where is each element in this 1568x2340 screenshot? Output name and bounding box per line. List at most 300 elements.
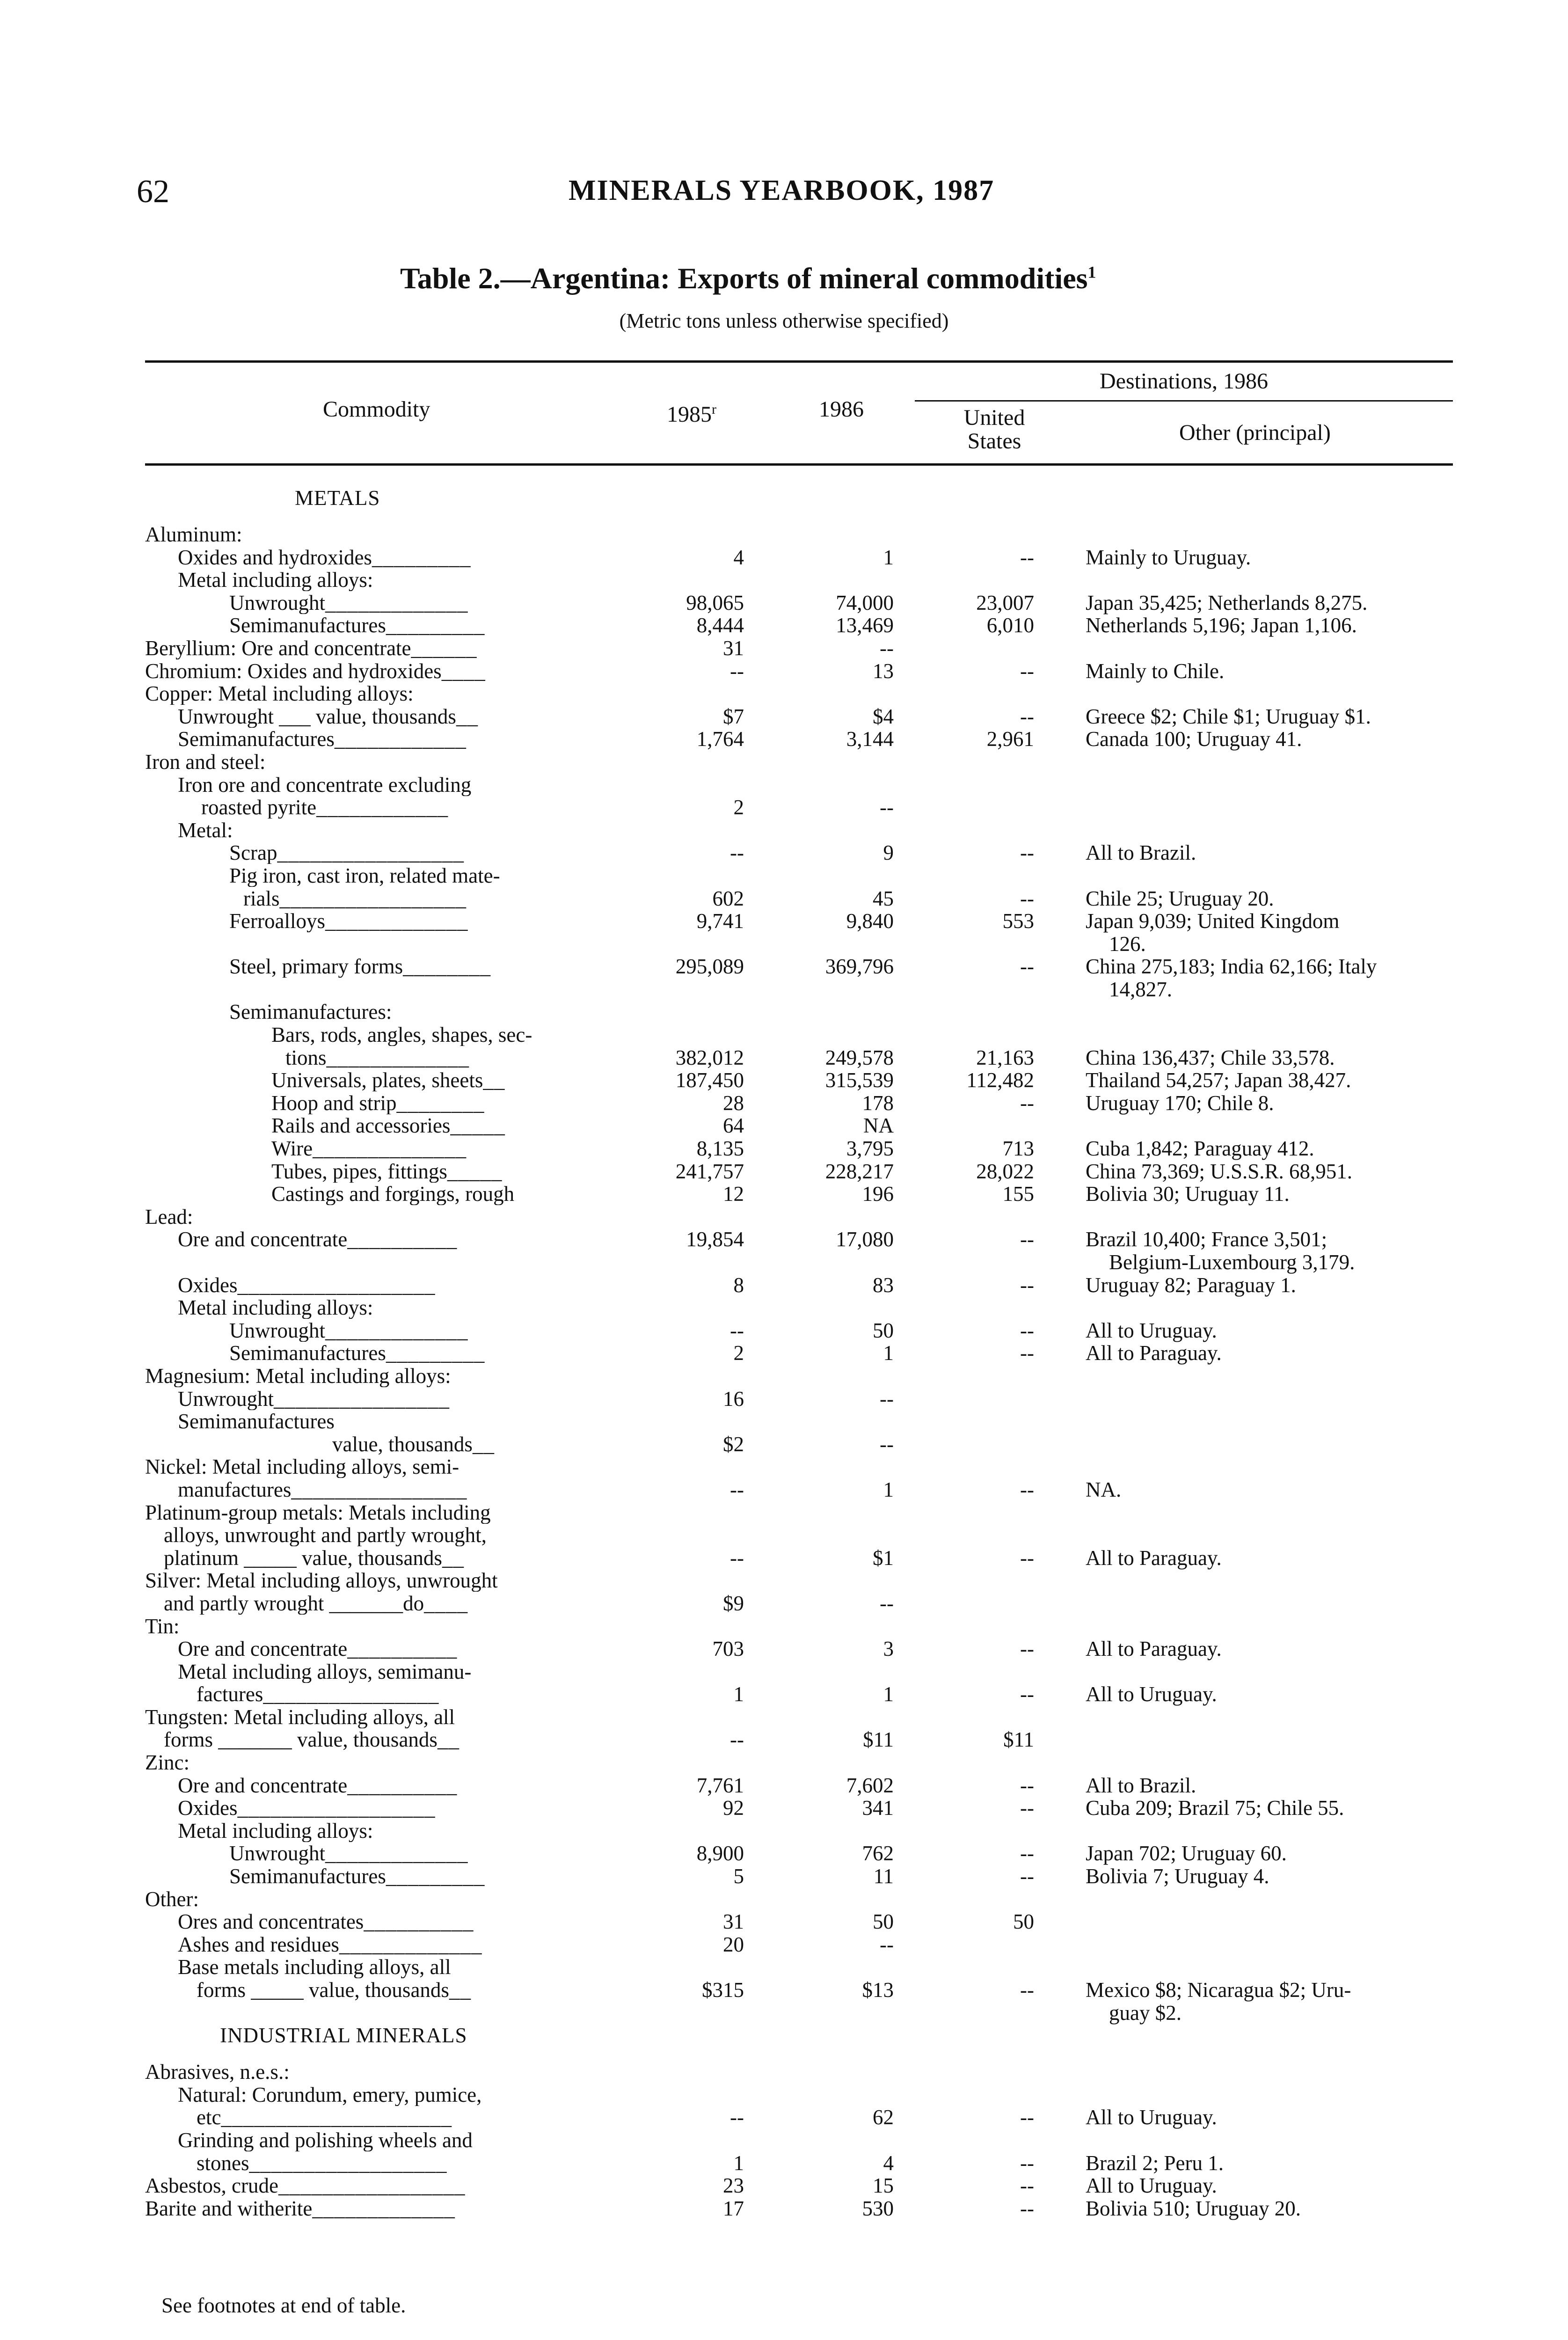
value-other-destinations: All to Brazil. — [1086, 841, 1196, 865]
commodity-label — [145, 2084, 481, 2106]
value-1985: 19,854 — [686, 1228, 744, 1251]
commodity-label — [145, 2197, 455, 2220]
leader-dots: _________ — [386, 614, 485, 637]
commodity-label — [145, 1206, 193, 1228]
value-other-destinations: Belgium-Luxembourg 3,179. — [1109, 1250, 1355, 1274]
commodity-label-text: Pig iron, cast iron, related mate- — [229, 864, 500, 887]
value-other-destinations: Cuba 1,842; Paraguay 412. — [1086, 1137, 1314, 1161]
value-1986: -- — [880, 636, 894, 660]
commodity-label — [145, 774, 471, 796]
table-row — [0, 1183, 1568, 1206]
value-united-states: -- — [1020, 955, 1034, 979]
commodity-label — [145, 1569, 498, 1592]
value-1985: 1 — [733, 1682, 744, 1706]
value-1986: -- — [880, 796, 894, 819]
commodity-label — [145, 1046, 469, 1069]
value-1986: $4 — [873, 704, 894, 728]
value-other-destinations: Bolivia 510; Uruguay 20. — [1086, 2196, 1301, 2220]
commodity-label-text: Platinum-group metals: Metals including — [145, 1501, 491, 1524]
value-1985: 8,444 — [696, 614, 744, 637]
table-row — [0, 2106, 1568, 2129]
section-heading-row — [0, 2024, 1568, 2061]
value-1985: -- — [730, 1318, 744, 1342]
leader-dots: __________ — [347, 1638, 458, 1660]
value-united-states: -- — [1020, 545, 1034, 569]
table-row — [0, 1979, 1568, 2002]
table-row — [0, 1888, 1568, 1911]
table-row — [0, 2152, 1568, 2175]
table-row — [0, 1388, 1568, 1411]
value-1986: 11 — [873, 1865, 894, 1888]
table-row — [0, 682, 1568, 705]
value-1986: 1 — [883, 1682, 894, 1706]
col-header-1985 — [667, 398, 716, 426]
value-united-states: -- — [1020, 1637, 1034, 1661]
commodity-label-text: Asbestos, crude — [145, 2174, 278, 2197]
value-united-states: $11 — [1003, 1728, 1034, 1752]
commodity-label — [145, 569, 373, 591]
table-row — [0, 1478, 1568, 1501]
table-row — [0, 1433, 1568, 1456]
value-united-states: 155 — [1002, 1182, 1034, 1206]
table-row — [0, 1683, 1568, 1706]
table-row — [0, 774, 1568, 797]
commodity-label-text: Ore and concentrate — [178, 1774, 348, 1797]
value-united-states: -- — [1020, 1842, 1034, 1865]
leader-dots: __ — [449, 1979, 471, 2001]
table-row — [0, 887, 1568, 910]
value-1986: -- — [880, 1432, 894, 1456]
commodity-label — [145, 1228, 457, 1250]
commodity-label-text: Iron ore and concentrate excluding — [178, 773, 472, 796]
section-heading — [145, 2024, 467, 2047]
value-united-states: -- — [1020, 1865, 1034, 1888]
value-other-destinations: Japan 35,425; Netherlands 8,275. — [1086, 591, 1368, 614]
value-1986: $1 — [873, 1546, 894, 1570]
value-united-states: -- — [1020, 1546, 1034, 1570]
table-row — [0, 1296, 1568, 1319]
value-1986: 1 — [883, 1477, 894, 1501]
commodity-label-text: Oxides — [178, 1797, 238, 1820]
commodity-label — [145, 1114, 505, 1137]
table-row — [0, 1228, 1568, 1251]
leader-dots: _________________ — [279, 887, 467, 910]
table-row — [0, 1910, 1568, 1933]
commodity-label-text: Iron and steel: — [145, 750, 266, 773]
value-1985: -- — [730, 1546, 744, 1570]
commodity-label-text: Tin: — [145, 1615, 180, 1638]
value-other-destinations: All to Uruguay. — [1086, 1682, 1217, 1706]
value-1986: NA — [863, 1114, 894, 1138]
table-row — [0, 1046, 1568, 1069]
commodity-label-text: METALS — [295, 487, 380, 509]
value-united-states: -- — [1020, 659, 1034, 683]
value-1985: $2 — [723, 1432, 744, 1456]
table-row — [0, 660, 1568, 683]
commodity-label-text: Rails and accessories — [271, 1114, 451, 1137]
value-1985: 98,065 — [686, 591, 744, 614]
value-1985: $7 — [723, 704, 744, 728]
table-row — [0, 705, 1568, 728]
value-other-destinations: Thailand 54,257; Japan 38,427. — [1086, 1068, 1351, 1092]
value-1985: -- — [730, 1477, 744, 1501]
table-row — [0, 1797, 1568, 1820]
commodity-label — [145, 2106, 452, 2128]
commodity-label — [145, 1547, 464, 1569]
commodity-label — [145, 546, 471, 569]
value-1985: 703 — [712, 1637, 744, 1661]
commodity-label-text: Scrap — [229, 841, 277, 864]
table-row — [0, 1501, 1568, 1524]
value-1985: 9,741 — [696, 909, 744, 933]
commodity-label — [145, 705, 478, 728]
value-other-destinations: Netherlands 5,196; Japan 1,106. — [1086, 614, 1357, 637]
commodity-label — [145, 2152, 447, 2174]
value-1985: 602 — [712, 886, 744, 910]
col-header-1986: 1986 — [819, 397, 864, 422]
table-row — [0, 955, 1568, 978]
table-row — [0, 1092, 1568, 1115]
value-1986: 9 — [883, 841, 894, 865]
commodity-label — [145, 682, 414, 705]
value-other-destinations: 126. — [1109, 932, 1146, 956]
value-1985: 1 — [733, 2151, 744, 2175]
commodity-label — [145, 1342, 485, 1364]
leader-dots: _____________ — [339, 1933, 482, 1956]
value-other-destinations: Uruguay 82; Paraguay 1. — [1086, 1273, 1296, 1297]
commodity-label-text: Grinding and polishing wheels and — [178, 2128, 473, 2151]
value-other-destinations: All to Uruguay. — [1086, 1318, 1217, 1342]
commodity-label — [145, 1660, 471, 1683]
leader-dots: _________________ — [277, 841, 464, 864]
value-1986: 74,000 — [836, 591, 894, 614]
table-row — [0, 1865, 1568, 1888]
value-1985: -- — [730, 659, 744, 683]
commodity-label-text: Silver: Metal including alloys, unwrought — [145, 1569, 498, 1592]
table-row — [0, 2084, 1568, 2106]
value-1986: 9,840 — [846, 909, 894, 933]
value-other-destinations: All to Uruguay. — [1086, 2174, 1217, 2198]
commodity-label-text: Nickel: Metal including alloys, semi- — [145, 1455, 459, 1478]
table-row — [0, 1774, 1568, 1797]
value-united-states: -- — [1020, 1341, 1034, 1365]
commodity-label-text: Ore and concentrate — [178, 1638, 348, 1660]
value-1985: -- — [730, 1728, 744, 1752]
col-header-1985-text: 1985 — [667, 402, 712, 427]
leader-dots: _____________ — [325, 1842, 468, 1865]
leader-dots: _____________________ — [221, 2106, 452, 2129]
value-1985: 28 — [723, 1091, 744, 1115]
leader-dots: ______ — [411, 636, 477, 659]
commodity-label-text: Semimanufactures — [229, 1865, 386, 1888]
value-1985: 7,761 — [696, 1773, 744, 1797]
commodity-label-text: Tubes, pipes, fittings — [271, 1160, 447, 1183]
commodity-label-text: Unwrought — [229, 591, 325, 614]
value-united-states: -- — [1020, 1091, 1034, 1115]
commodity-label — [145, 1638, 457, 1660]
commodity-label-text: INDUSTRIAL MINERALS — [220, 2024, 467, 2047]
value-united-states: -- — [1020, 1682, 1034, 1706]
value-1985: 12 — [723, 1182, 744, 1206]
value-united-states: 553 — [1002, 909, 1034, 933]
table-row — [0, 1274, 1568, 1297]
table-row — [0, 1569, 1568, 1592]
value-other-destinations: All to Brazil. — [1086, 1773, 1196, 1797]
leader-dots: __________ — [364, 1910, 474, 1933]
commodity-label-text: Tungsten: Metal including alloys, all — [145, 1705, 455, 1728]
table-row — [0, 796, 1568, 819]
value-1985: 295,089 — [675, 955, 744, 979]
commodity-label-text: tions — [285, 1046, 327, 1069]
value-1986: 3 — [883, 1637, 894, 1661]
commodity-label-text: Semimanufactures: — [229, 1001, 392, 1024]
value-other-destinations: Canada 100; Uruguay 41. — [1086, 727, 1302, 751]
table-row — [0, 819, 1568, 842]
value-other-destinations: All to Paraguay. — [1086, 1546, 1222, 1570]
table-row — [0, 1706, 1568, 1729]
value-1986: 341 — [862, 1796, 894, 1820]
value-other-destinations: Uruguay 170; Chile 8. — [1086, 1091, 1274, 1115]
value-1986: 228,217 — [825, 1159, 894, 1183]
value-1986: 315,539 — [825, 1068, 894, 1092]
table-row — [0, 1069, 1568, 1092]
table-row — [0, 978, 1568, 1001]
table-row — [0, 933, 1568, 956]
value-1985: -- — [730, 2106, 744, 2129]
table-row — [0, 1820, 1568, 1843]
value-united-states: -- — [1020, 2106, 1034, 2129]
commodity-label — [145, 1910, 474, 1933]
commodity-label — [145, 1820, 373, 1842]
value-1986: 83 — [873, 1273, 894, 1297]
commodity-label-text: Universals, plates, sheets — [271, 1069, 483, 1092]
value-united-states: -- — [1020, 1228, 1034, 1251]
value-united-states: -- — [1020, 2196, 1034, 2220]
table-row — [0, 2197, 1568, 2220]
value-1985: $9 — [723, 1591, 744, 1615]
commodity-label — [145, 796, 448, 819]
table-row — [0, 1410, 1568, 1433]
value-1986: 15 — [873, 2174, 894, 2198]
commodity-label — [145, 751, 265, 773]
leader-dots: ________ — [396, 1091, 485, 1114]
value-1986: 13 — [873, 659, 894, 683]
commodity-label-text: Ore and concentrate — [178, 1228, 348, 1251]
value-united-states: -- — [1020, 1978, 1034, 2002]
commodity-label-text: Oxides and hydroxides — [178, 546, 372, 569]
table-body — [0, 487, 1568, 2220]
value-other-destinations: Chile 25; Uruguay 20. — [1086, 886, 1274, 910]
leader-dots: __________________ — [237, 1797, 436, 1820]
destinations-rule — [915, 400, 1453, 402]
commodity-label-text: Zinc: — [145, 1751, 190, 1774]
value-1985: 92 — [723, 1796, 744, 1820]
value-united-states: -- — [1020, 1318, 1034, 1342]
commodity-label — [145, 1160, 502, 1183]
commodity-label-text: Castings and forgings, rough — [271, 1183, 515, 1206]
value-1986: 249,578 — [825, 1046, 894, 1069]
commodity-label-text: Bars, rods, angles, shapes, sec- — [271, 1024, 532, 1046]
value-1985: 382,012 — [675, 1046, 744, 1069]
table-row — [0, 2129, 1568, 2152]
table-row — [0, 1319, 1568, 1342]
commodity-label-text: Barite and witherite — [145, 2197, 313, 2220]
leader-dots: ________________ — [263, 1683, 439, 1706]
leader-dots: _____________ — [325, 591, 468, 614]
value-united-states: 50 — [1013, 1910, 1034, 1934]
commodity-label — [145, 1592, 468, 1615]
table-row — [0, 1592, 1568, 1615]
value-1986: 50 — [873, 1318, 894, 1342]
value-other-destinations: China 136,437; Chile 33,578. — [1086, 1046, 1335, 1069]
leader-dots: __________________ — [237, 1273, 436, 1296]
commodity-label — [145, 728, 467, 750]
commodity-label-text: Unwrought ___ value, thousands — [178, 705, 456, 728]
commodity-label — [145, 1797, 436, 1819]
value-1985: 241,757 — [675, 1159, 744, 1183]
value-1986: 13,469 — [836, 614, 894, 637]
value-other-destinations: China 73,369; U.S.S.R. 68,951. — [1086, 1159, 1353, 1183]
table-title-text: Table 2.—Argentina: Exports of mineral commodities — [400, 262, 1088, 295]
commodity-label — [145, 1865, 485, 1887]
commodity-label — [145, 1706, 455, 1728]
table-row — [0, 1455, 1568, 1478]
value-1985: 187,450 — [675, 1068, 744, 1092]
col-header-destinations: Destinations, 1986 — [1100, 369, 1268, 394]
leader-dots: ____ — [441, 659, 486, 682]
value-1986: 50 — [873, 1910, 894, 1934]
leader-dots: _________________ — [278, 2174, 466, 2197]
commodity-label — [145, 1455, 459, 1478]
commodity-label — [145, 1888, 199, 1910]
leader-dots: _________ — [386, 1865, 485, 1888]
value-1986: 530 — [862, 2196, 894, 2220]
table-row — [0, 841, 1568, 864]
footnote: See footnotes at end of table. — [161, 2294, 406, 2317]
commodity-label-text: Magnesium: Metal including alloys: — [145, 1364, 451, 1387]
commodity-label — [145, 1365, 451, 1387]
commodity-label-text: Wire — [271, 1137, 313, 1160]
value-united-states: 713 — [1002, 1137, 1034, 1161]
section-heading — [145, 487, 380, 509]
table-title-footnote-mark: 1 — [1087, 263, 1096, 282]
commodity-label-text: Semimanufactures — [229, 1342, 386, 1365]
table-row — [0, 728, 1568, 751]
value-1986: $13 — [862, 1978, 894, 2002]
value-other-destinations: Brazil 10,400; France 3,501; — [1086, 1228, 1327, 1251]
value-other-destinations: All to Uruguay. — [1086, 2106, 1217, 2129]
commodity-label — [145, 841, 464, 864]
value-1985: 2 — [733, 1341, 744, 1365]
leader-dots: _________ — [386, 1342, 485, 1365]
col-header-1985-revised-mark: r — [712, 402, 716, 417]
header-bottom-rule — [145, 463, 1453, 466]
value-1985: 8 — [733, 1273, 744, 1297]
col-header-other: Other (principal) — [1179, 420, 1331, 445]
commodity-label-text: Metal including alloys: — [178, 1819, 373, 1842]
commodity-label-text: Chromium: Oxides and hydroxides — [145, 659, 442, 682]
commodity-label-text: Metal including alloys, semimanu- — [178, 1660, 472, 1683]
commodity-label — [145, 1433, 495, 1455]
value-1985: $315 — [702, 1978, 744, 2002]
commodity-label-text: roasted pyrite — [201, 796, 317, 819]
commodity-label-text: Beryllium: Ore and concentrate — [145, 636, 411, 659]
value-1985: 5 — [733, 1865, 744, 1888]
leader-dots: __________________ — [249, 2151, 447, 2174]
leader-dots: _____________ — [312, 2197, 455, 2220]
leader-dots: __ — [442, 1546, 464, 1569]
value-1986: 762 — [862, 1842, 894, 1865]
value-united-states: -- — [1020, 841, 1034, 865]
leader-dots: _____________ — [325, 910, 468, 933]
commodity-label-text: Semimanufactures — [178, 1410, 335, 1433]
table-row — [0, 1024, 1568, 1046]
table-row — [0, 614, 1568, 637]
leader-dots: __________ — [347, 1228, 458, 1251]
value-1985: 8,135 — [696, 1137, 744, 1161]
commodity-label — [145, 1728, 459, 1751]
commodity-label-text: platinum _____ value, thousands — [164, 1546, 442, 1569]
table-row — [0, 2002, 1568, 2025]
table-row — [0, 1547, 1568, 1570]
commodity-label — [145, 1296, 373, 1319]
section-heading-row — [0, 487, 1568, 523]
commodity-label — [145, 1751, 190, 1774]
value-united-states: 28,022 — [976, 1159, 1034, 1183]
value-united-states: 2,961 — [986, 727, 1034, 751]
commodity-label-text: forms _____ value, thousands — [197, 1979, 449, 2001]
leader-dots: _____________ — [326, 1046, 470, 1069]
table-title — [400, 261, 1096, 296]
value-1986: 178 — [862, 1091, 894, 1115]
value-1986: 3,144 — [846, 727, 894, 751]
value-other-destinations: All to Paraguay. — [1086, 1637, 1222, 1661]
commodity-label — [145, 1092, 484, 1114]
commodity-label-text: Unwrought — [229, 1319, 325, 1342]
value-other-destinations: Mexico $8; Nicaragua $2; Uru- — [1086, 1978, 1351, 2002]
value-united-states: -- — [1020, 2174, 1034, 2198]
col-header-commodity: Commodity — [323, 397, 430, 422]
commodity-label-text: Copper: Metal including alloys: — [145, 682, 414, 705]
commodity-label-text: Abrasives, n.e.s.: — [145, 2061, 290, 2084]
leader-dots: _____________ — [325, 1319, 468, 1342]
commodity-label-text: Oxides — [178, 1273, 238, 1296]
leader-dots: __ — [437, 1728, 459, 1751]
commodity-label-text: Semimanufactures — [229, 614, 386, 637]
value-1986: 196 — [862, 1182, 894, 1206]
table-row — [0, 1114, 1568, 1137]
commodity-label — [145, 1933, 482, 1956]
value-other-destinations: Japan 702; Uruguay 60. — [1086, 1842, 1287, 1865]
commodity-label — [145, 1319, 468, 1342]
commodity-label — [145, 1069, 505, 1091]
table-row — [0, 1160, 1568, 1183]
table-row — [0, 864, 1568, 887]
value-1985: 1,764 — [696, 727, 744, 751]
running-head: MINERALS YEARBOOK, 1987 — [569, 175, 995, 206]
commodity-label-text: alloys, unwrought and partly wrought, — [164, 1524, 487, 1547]
value-1986: 1 — [883, 545, 894, 569]
value-1985: 31 — [723, 1910, 744, 1934]
value-1986: 7,602 — [846, 1773, 894, 1797]
col-header-united-states: United States — [963, 405, 1025, 453]
table-row — [0, 1751, 1568, 1774]
leader-dots: ____________ — [316, 796, 449, 819]
commodity-label-text: Aluminum: — [145, 523, 242, 546]
commodity-label-text: Steel, primary forms — [229, 955, 403, 978]
table-row — [0, 637, 1568, 660]
table-row — [0, 1137, 1568, 1160]
